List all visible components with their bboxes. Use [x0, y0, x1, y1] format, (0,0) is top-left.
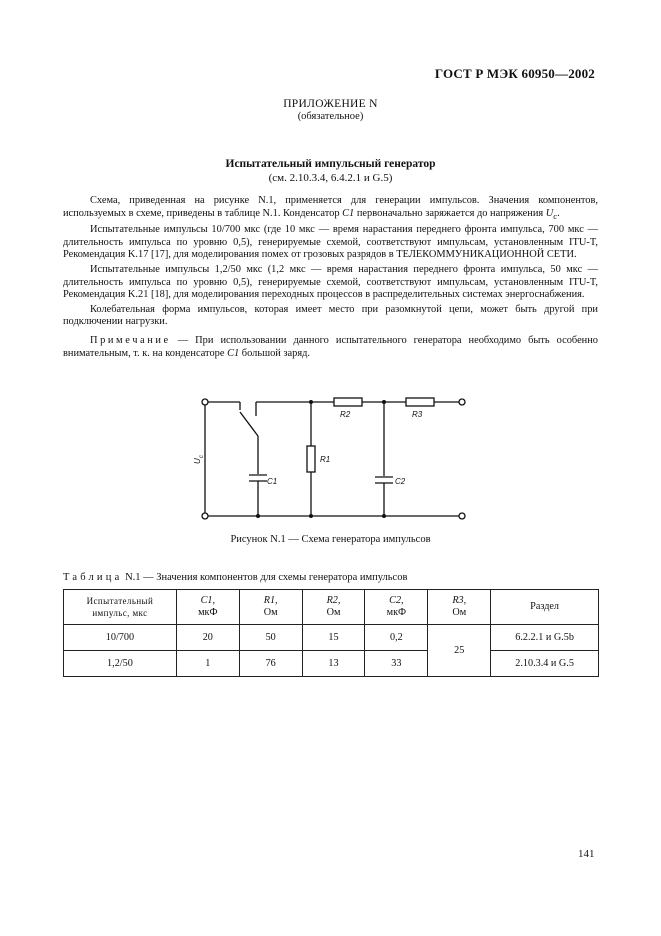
paragraph-2: Испытательные импульсы 10/700 мкс (где 10 мкс — время нарастания переднего фронта импульса, 700 мкс — длительность импульса по уровню 0,5), генерируемые схемой, соответствуют импульсам, установленным ITU-T, Рекомендация K.17 [17], для моделирования помех от грозовых разрядов в ТЕЛЕКОММУНИКАЦИОННОЙ СЕТИ.	[63, 224, 598, 261]
cell-c2: 0,2	[365, 625, 428, 651]
cell-r2: 13	[302, 651, 365, 677]
table-row	[64, 651, 599, 677]
junction-top-r1	[309, 400, 313, 404]
p1-uc-sub: c	[553, 210, 558, 221]
note-text-b: большой заряд.	[239, 347, 310, 359]
terminal-bottom-left	[202, 513, 208, 519]
cell-r1: 76	[239, 651, 302, 677]
standard-header: ГОСТ Р МЭК 60950—2002	[434, 66, 595, 81]
note-c1: C1	[227, 347, 240, 359]
label-r1: R1	[320, 455, 331, 464]
header-c1: C1, мкФ	[176, 590, 239, 625]
cell-r2: 15	[302, 625, 365, 651]
appendix-title: ПРИЛОЖЕНИЕ N	[283, 98, 378, 110]
label-r2: R2	[340, 410, 351, 419]
header-r3: R3, Ом	[428, 590, 491, 625]
cell-c2: 33	[365, 651, 428, 677]
paragraph-4: Колебательная форма импульсов, которая имеет место при разомкнутой цепи, может быть другой при подключении нагрузки.	[63, 303, 598, 328]
label-c1: C1	[267, 477, 278, 486]
terminal-top-right	[459, 399, 465, 405]
terminal-top-left	[202, 399, 208, 405]
label-uc: U	[193, 458, 202, 464]
table-row	[64, 625, 599, 651]
header-pulse: Испытательный импульс, мкс	[64, 590, 177, 625]
p1-end: .	[557, 207, 560, 219]
section-refs: (см. 2.10.3.4, 6.4.2.1 и G.5)	[268, 172, 393, 184]
table-caption-label: Таблица	[63, 572, 123, 583]
cell-section: 2.10.3.4 и G.5	[491, 651, 599, 677]
junction-top-c2	[382, 400, 386, 404]
table-caption	[63, 572, 407, 583]
label-r3: R3	[412, 410, 423, 419]
p1-text-a: Схема, приведенная на рисунке N.1, применяется для генерации импульсов. Значения компонентов, используемых в схеме, приведены в таблице N.1. Конденсатор	[63, 195, 598, 219]
p1-uc: U	[545, 207, 554, 219]
junction-bottom-r1	[309, 514, 313, 518]
cell-c1: 1	[176, 651, 239, 677]
resistor-r1	[307, 446, 315, 472]
page-number: 141	[578, 848, 595, 860]
header-section: Раздел	[491, 590, 599, 625]
switch-blade	[240, 412, 258, 436]
resistor-r2	[334, 398, 362, 406]
paragraph-3: Испытательные импульсы 1,2/50 мкс (1,2 мкс — время нарастания переднего фронта импульса, 50 мкс — длительность импульса по уровню 0,5), генерируемые схемой, соответствуют импульсам, установленным ITU-T, Рекомендация K.21 [18], для моделирования переходных процессов в распределительных системах энергоснабжения.	[63, 264, 598, 301]
components-table	[63, 589, 599, 677]
label-uc-sub: c	[199, 455, 205, 458]
cell-pulse: 10/700	[64, 625, 177, 651]
section-title: Испытательный импульсный генератор	[225, 158, 436, 170]
header-r1: R1, Ом	[239, 590, 302, 625]
table-caption-text: N.1 — Значения компонентов для схемы генератора импульсов	[122, 572, 408, 583]
header-c2: C2, мкФ	[365, 590, 428, 625]
figure-caption: Рисунок N.1 — Схема генератора импульсов	[230, 534, 431, 545]
note-label: Примечание	[90, 335, 171, 347]
resistor-r3	[406, 398, 434, 406]
cell-section: 6.2.2.1 и G.5b	[491, 625, 599, 651]
cell-c1: 20	[176, 625, 239, 651]
note-text-a: — При использовании данного испытательного генератора необходимо быть особенно внимательным, т. к. на конденсаторе	[63, 335, 598, 359]
appendix-subtitle: (обязательное)	[297, 111, 364, 122]
header-r2: R2, Ом	[302, 590, 365, 625]
table-header-row	[64, 590, 599, 625]
label-c2: C2	[395, 477, 406, 486]
p1-c1: C1	[342, 207, 355, 219]
cell-r1: 50	[239, 625, 302, 651]
terminal-bottom-right	[459, 513, 465, 519]
junction-bottom-c1	[256, 514, 260, 518]
junction-bottom-c2	[382, 514, 386, 518]
cell-r3-shared: 25	[428, 625, 491, 677]
cell-pulse: 1,2/50	[64, 651, 177, 677]
p1-text-b: первоначально заряжается до напряжения	[354, 207, 546, 219]
